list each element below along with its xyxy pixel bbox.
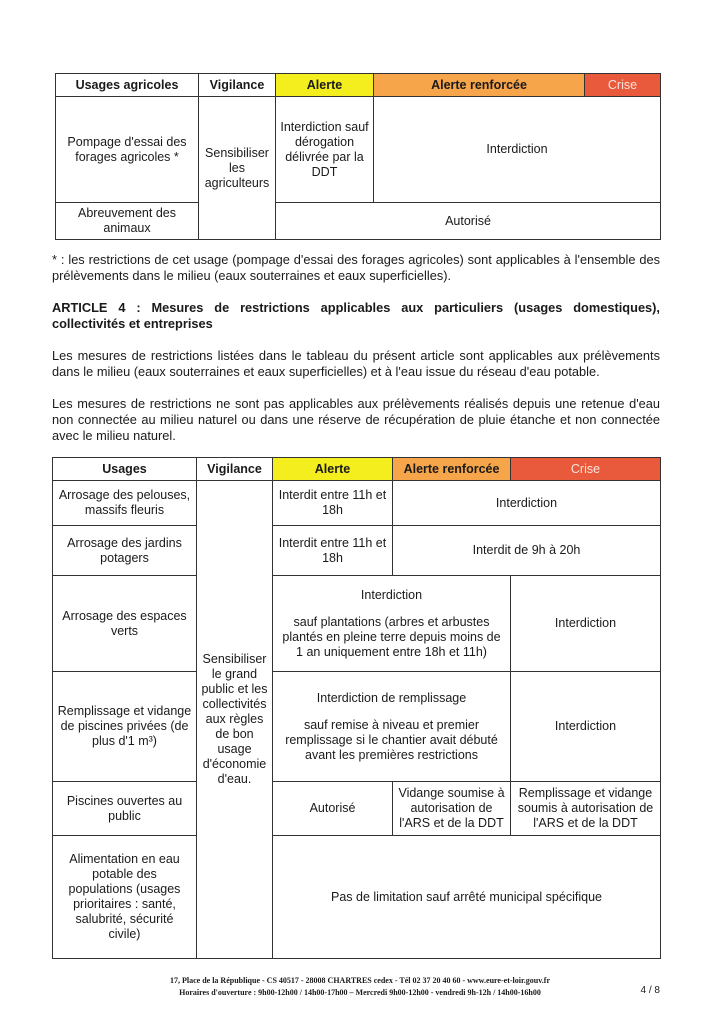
usage-cell: Abreuvement des animaux: [56, 203, 199, 240]
paragraph-2: Les mesures de restrictions ne sont pas applicables aux prélèvements réalisés depuis une retenue d'eau non connectée au milieu naturel ou dans une réserve de récupération de pluie étanche et non connectée avec le milieu naturel.: [52, 396, 660, 443]
header-usages: Usages agricoles: [56, 74, 199, 97]
usage-cell: Arrosage des pelouses, massifs fleuris: [53, 481, 197, 526]
article-title: ARTICLE 4 : Mesures de restrictions applicables aux particuliers (usages domestiques), collectivités et entreprises: [52, 300, 660, 331]
alerte-cell: Autorisé: [273, 782, 393, 836]
alerte-renforcee-cell: Vidange soumise à autorisation de l'ARS et de la DDT: [393, 782, 511, 836]
header-alerte-renforcee: Alerte renforcée: [374, 74, 585, 97]
usage-cell: Arrosage des jardins potagers: [53, 526, 197, 576]
header-vigilance: Vigilance: [197, 458, 273, 481]
usage-cell: Piscines ouvertes au public: [53, 782, 197, 836]
alerte-renforcee-cell: [273, 576, 511, 672]
crise-cell: Interdiction: [511, 672, 661, 782]
vigilance-cell: Sensibiliser le grand public et les collectivités aux règles de bon usage d'économie d'eau.: [197, 481, 273, 959]
agricultural-usages-table: [55, 73, 661, 240]
vigilance-cell: Sensibiliser les agriculteurs: [199, 97, 276, 240]
paragraph-1: Les mesures de restrictions listées dans le tableau du présent article sont applicables aux prélèvements dans le milieu (eaux souterraines et eaux superficielles) et à l'eau issue du réseau d'eau potable.: [52, 348, 660, 379]
crise-cell: Interdiction: [511, 576, 661, 672]
alerte-cell: Interdit entre 11h et 18h: [273, 481, 393, 526]
alerte-cell: Interdiction sauf dérogation délivrée par la DDT: [276, 97, 374, 203]
header-usages: Usages: [53, 458, 197, 481]
header-vigilance: Vigilance: [199, 74, 276, 97]
header-alerte-renforcee: Alerte renforcée: [393, 458, 511, 481]
restriction-title: Interdiction: [360, 587, 423, 602]
restriction-cell: Pas de limitation sauf arrêté municipal spécifique: [273, 836, 661, 959]
header-crise: Crise: [511, 458, 661, 481]
alerte-cell: Interdit entre 11h et 18h: [273, 526, 393, 576]
restriction-cell: Interdit de 9h à 20h: [393, 526, 661, 576]
restriction-cell: Interdiction: [374, 97, 661, 203]
alerte-renforcee-cell: [273, 672, 511, 782]
header-alerte: Alerte: [276, 74, 374, 97]
page-number: 4 / 8: [640, 985, 660, 996]
crise-cell: Remplissage et vidange soumis à autorisation de l'ARS et de la DDT: [511, 782, 661, 836]
restriction-detail: sauf plantations (arbres et arbustes plantés en pleine terre depuis moins de 1 an uniquement entre 18h et 11h): [282, 614, 501, 659]
restriction-detail: sauf remise à niveau et premier remplissage si le chantier avait débuté avant les premières restrictions: [285, 717, 498, 762]
restriction-cell: Interdiction: [393, 481, 661, 526]
footer-address: 17, Place de la République - CS 40517 - 28008 CHARTRES cedex - Tél 02 37 20 40 60 - www.eure-et-loir.gouv.fr: [170, 976, 550, 985]
usage-cell: Arrosage des espaces verts: [53, 576, 197, 672]
header-alerte: Alerte: [273, 458, 393, 481]
footnote: * : les restrictions de cet usage (pompage d'essai des forages agricoles) sont applicables à l'ensemble des prélèvements dans le milieu (eaux souterraines et eaux superficielles).: [52, 252, 660, 283]
usage-cell: Pompage d'essai des forages agricoles *: [56, 97, 199, 203]
usage-cell: Alimentation en eau potable des populations (usages prioritaires : santé, salubrité, sécurité civile): [53, 836, 197, 959]
restriction-title: Interdiction de remplissage: [316, 690, 467, 705]
footer-hours: Horaires d'ouverture : 9h00-12h00 / 14h00-17h00 – Mercredi 9h00-12h00 - vendredi 9h-12h / 14h00-16h00: [179, 988, 541, 997]
header-crise: Crise: [585, 74, 661, 97]
domestic-usages-table: [52, 457, 661, 959]
usage-cell: Remplissage et vidange de piscines privées (de plus d'1 m³): [53, 672, 197, 782]
restriction-cell: Autorisé: [276, 203, 661, 240]
